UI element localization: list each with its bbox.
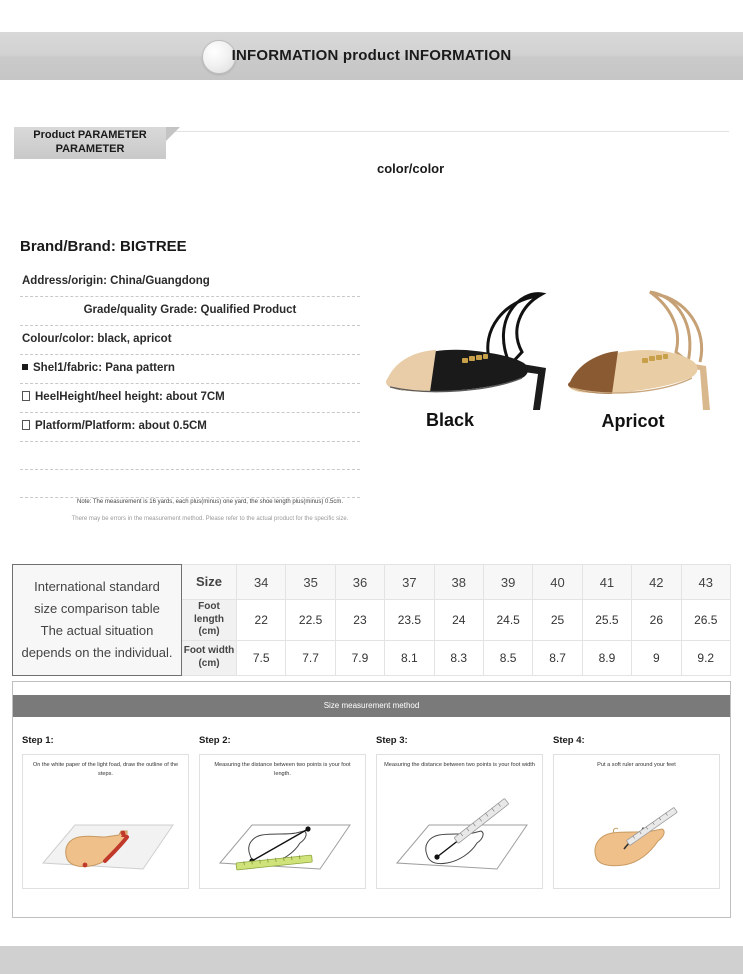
measurement-step [199, 735, 366, 889]
cell: 8.5 [483, 640, 532, 675]
shoe-caption-black: Black [425, 410, 475, 430]
cell: 37 [385, 565, 434, 600]
parameter-tab-corner [166, 127, 180, 141]
shoe-apricot [568, 292, 710, 410]
bullet-box-icon [22, 420, 30, 430]
step-caption: Measuring the distance between two points is your foot length. [214, 762, 351, 777]
row-header [182, 600, 237, 641]
row-header [182, 640, 237, 675]
parameter-tab [14, 127, 166, 159]
cell: 8.3 [434, 640, 483, 675]
size-table-description-line1: International standard size comparison table [34, 578, 160, 616]
cell: 25 [533, 600, 582, 641]
cell: 8.7 [533, 640, 582, 675]
step-title: Step 2: [199, 735, 231, 746]
shoe-caption-apricot: Apricot [601, 411, 665, 431]
step-caption: On the white paper of the light foad, draw the outline of the steps. [32, 762, 179, 777]
measurement-note-secondary: There may be errors in the measurement method. Please refer to the actual product for the specific size. [71, 516, 349, 522]
step-illustration-soft-ruler [554, 785, 721, 885]
cell: 42 [632, 565, 681, 600]
step-caption: Put a soft ruler around your feet [597, 762, 676, 768]
parameter-tab-label: Product PARAMETER PARAMETER [33, 129, 147, 155]
spec-list [20, 268, 360, 498]
cell: 43 [681, 565, 730, 600]
cell: 7.9 [335, 640, 384, 675]
step-illustration-outline-foot [23, 785, 190, 885]
cell: 34 [237, 565, 286, 600]
spec-row-text: Platform/Platform: about 0.5CM [35, 419, 207, 432]
spec-row [20, 384, 360, 413]
cell: 40 [533, 565, 582, 600]
cell: 25.5 [582, 600, 631, 641]
step-title: Step 4: [553, 735, 585, 746]
bottom-strip [0, 946, 743, 974]
row-header: Size [182, 565, 237, 600]
cell: 23.5 [385, 600, 434, 641]
bullet-square-icon [22, 364, 28, 370]
page-title: INFORMATION product INFORMATION [231, 47, 512, 64]
cell: 26.5 [681, 600, 730, 641]
cell: 8.1 [385, 640, 434, 675]
cell: 24.5 [483, 600, 532, 641]
measurement-note-primary: Note: The measurement is 16 yards, each plus(minus) one yard, the shoe length plus(minus) 0.5cm. [76, 499, 344, 505]
top-white-strip [0, 0, 743, 32]
cell: 9 [632, 640, 681, 675]
step-title: Step 1: [22, 735, 54, 746]
measurement-step [553, 735, 720, 889]
step-card [376, 754, 543, 889]
shoe-black [386, 294, 546, 410]
row-header-label: Foot length [194, 601, 224, 625]
cell: 22 [237, 600, 286, 641]
table-row [13, 565, 731, 600]
cell: 7.7 [286, 640, 335, 675]
cell: 36 [335, 565, 384, 600]
bullet-box-icon [22, 391, 30, 401]
row-header-label: Foot width [183, 645, 235, 656]
row-header-unit: (cm) [198, 626, 220, 637]
spec-row [20, 355, 360, 384]
cell: 35 [286, 565, 335, 600]
cell: 39 [483, 565, 532, 600]
brand-line: Brand/Brand: BIGTREE [20, 238, 187, 255]
spec-row [20, 326, 360, 355]
spec-row-text: Address/origin: China/Guangdong [22, 275, 210, 287]
cell: 26 [632, 600, 681, 641]
size-table-description [13, 565, 182, 676]
cell: 7.5 [237, 640, 286, 675]
spec-row-text: HeelHeight/heel height: about 7CM [35, 390, 225, 403]
spec-row [20, 268, 360, 297]
color-section-label: color/color [377, 161, 445, 176]
spec-row-text: Shel1/fabric: Pana pattern [33, 361, 175, 374]
spec-row [20, 442, 360, 470]
spec-row-text: Grade/quality Grade: Qualified Product [83, 303, 297, 316]
cell: 23 [335, 600, 384, 641]
cell: 38 [434, 565, 483, 600]
spec-row [20, 297, 360, 326]
step-card [553, 754, 720, 889]
spec-row-text: Colour/color: black, apricot [22, 332, 172, 345]
step-caption: Measuring the distance between two points is your foot width [384, 762, 535, 768]
size-table-description-line2: The actual situation depends on the individual. [21, 622, 173, 660]
measurement-section-header: Size measurement method [13, 695, 730, 717]
step-illustration-foot-width [377, 785, 544, 885]
step-card [199, 754, 366, 889]
measurement-step [376, 735, 543, 889]
cell: 24 [434, 600, 483, 641]
measurement-steps [22, 735, 722, 889]
row-header-unit: (cm) [198, 657, 220, 669]
spec-row [20, 413, 360, 442]
cell: 9.2 [681, 640, 730, 675]
measurement-step [22, 735, 189, 889]
spec-row [20, 470, 360, 498]
step-title: Step 3: [376, 735, 408, 746]
size-comparison-table [12, 564, 731, 676]
step-card [22, 754, 189, 889]
cell: 41 [582, 565, 631, 600]
cell: 22.5 [286, 600, 335, 641]
step-illustration-foot-length [200, 785, 367, 885]
cell: 8.9 [582, 640, 631, 675]
